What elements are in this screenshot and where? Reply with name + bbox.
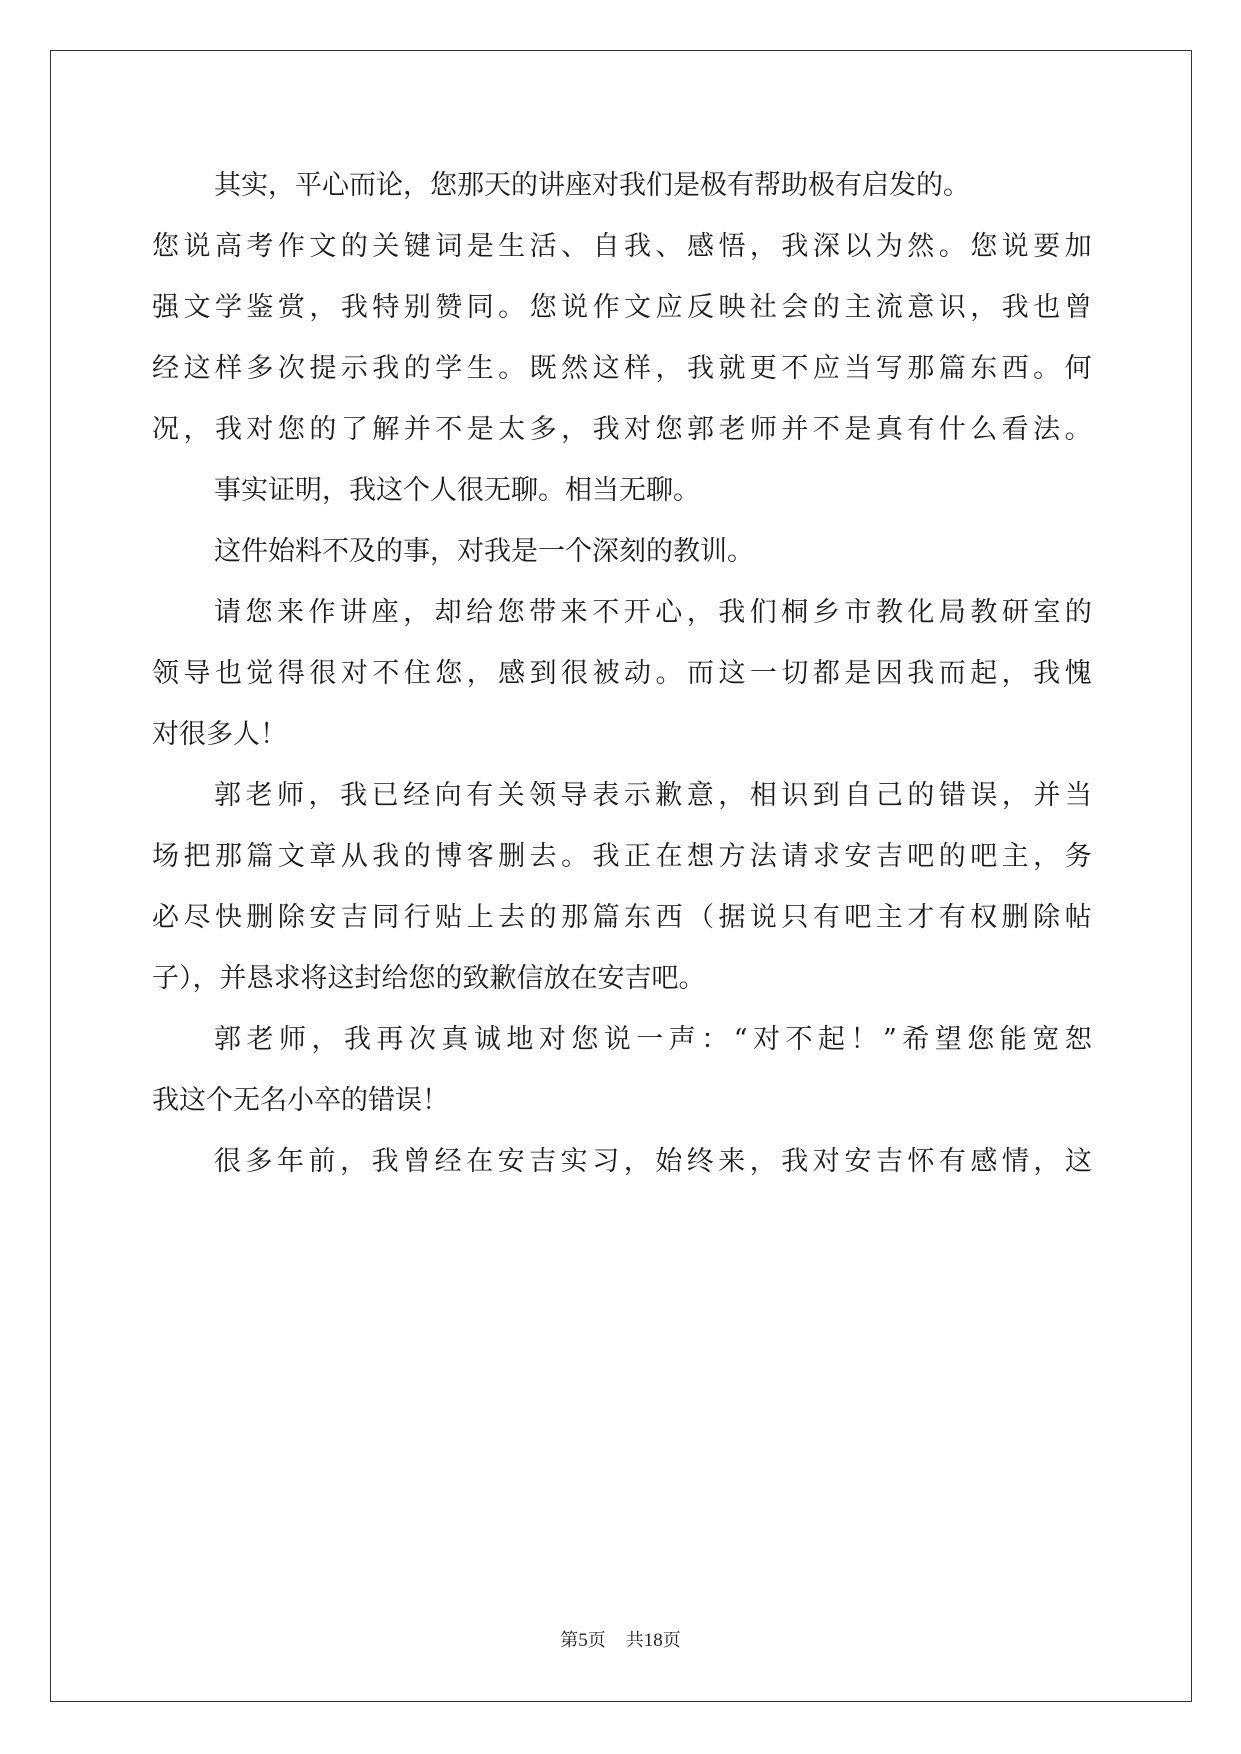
total-pages: 18 [643, 1630, 663, 1651]
paragraph-6-line-1: 郭 老 师 ， 我 再 次 真 诚 地 对 您 说 一 声 ： “ 对 不 起 ！ ” 希 望 您 能 宽 恕 [214, 1024, 1092, 1055]
paragraph-4-line-1: 请 您 来 作 讲 座 ， 却 给 您 带 来 不 开 心 ， 我 们 桐 乡 市 教 化 局 教 研 室 的 [214, 597, 1092, 628]
footer-page-suffix: 页 [587, 1630, 606, 1651]
paragraph-4-line-2: 领 导 也 觉 得 很 对 不 住 您 ， 感 到 很 被 动 。 而 这 一 切 都 是 因 我 而 起 ， 我 愧 [152, 658, 1092, 689]
footer-total-suffix: 页 [662, 1630, 681, 1651]
footer-prefix: 第 [560, 1630, 579, 1651]
paragraph-5-line-2: 场 把 那 篇 文 章 从 我 的 博 客 删 去 。 我 正 在 想 方 法 请 求 安 吉 吧 的 吧 主 ， 务 [152, 841, 1092, 872]
paragraph-2-line-1: 事实证明，我这个人很无聊。相当无聊。 [214, 475, 700, 506]
footer-total-prefix: 共 [625, 1630, 644, 1651]
document-body [152, 155, 1092, 1192]
paragraph-1-line-4: 经 这 样 多 次 提 示 我 的 学 生 。 既 然 这 样 ， 我 就 更 不 应 当 写 那 篇 东 西 。 何 [152, 353, 1092, 384]
paragraph-3-line-1: 这件始料不及的事，对我是一个深刻的教训。 [214, 536, 754, 567]
paragraph-1-line-2: 您 说 高 考 作 文 的 关 键 词 是 生 活 、 自 我 、 感 悟 ， 我 深 以 为 然 。 您 说 要 加 [152, 231, 1092, 262]
page-footer [0, 1629, 1241, 1653]
paragraph-5-line-4: 子），并恳求将这封给您的致歉信放在安吉吧。 [152, 963, 706, 994]
paragraph-1-line-3: 强 文 学 鉴 赏 ， 我 特 别 赞 同 。 您 说 作 文 应 反 映 社 会 的 主 流 意 识 ， 我 也 曾 [152, 292, 1092, 323]
paragraph-5-line-3: 必 尽 快 删 除 安 吉 同 行 贴 上 去 的 那 篇 东 西 （ 据 说 只 有 吧 主 才 有 权 删 除 帖 [152, 902, 1092, 933]
paragraph-6-line-2: 我这个无名小卒的错误！ [152, 1085, 449, 1116]
page-number: 5 [578, 1630, 588, 1651]
paragraph-7-line-1: 很 多 年 前 ， 我 曾 经 在 安 吉 实 习 ， 始 终 来 ， 我 对 安 吉 怀 有 感 情 ， 这 [214, 1146, 1092, 1177]
paragraph-1-line-5: 况 ， 我 对 您 的 了 解 并 不 是 太 多 ， 我 对 您 郭 老 师 并 不 是 真 有 什 么 看 法 。 [152, 414, 1092, 445]
paragraph-4-line-3: 对很多人！ [152, 719, 287, 750]
paragraph-5-line-1: 郭 老 师 ， 我 已 经 向 有 关 领 导 表 示 歉 意 ， 相 识 到 自 己 的 错 误 ， 并 当 [214, 780, 1092, 811]
paragraph-1-line-1: 其实，平心而论，您那天的讲座对我们是极有帮助极有启发的。 [214, 170, 970, 201]
